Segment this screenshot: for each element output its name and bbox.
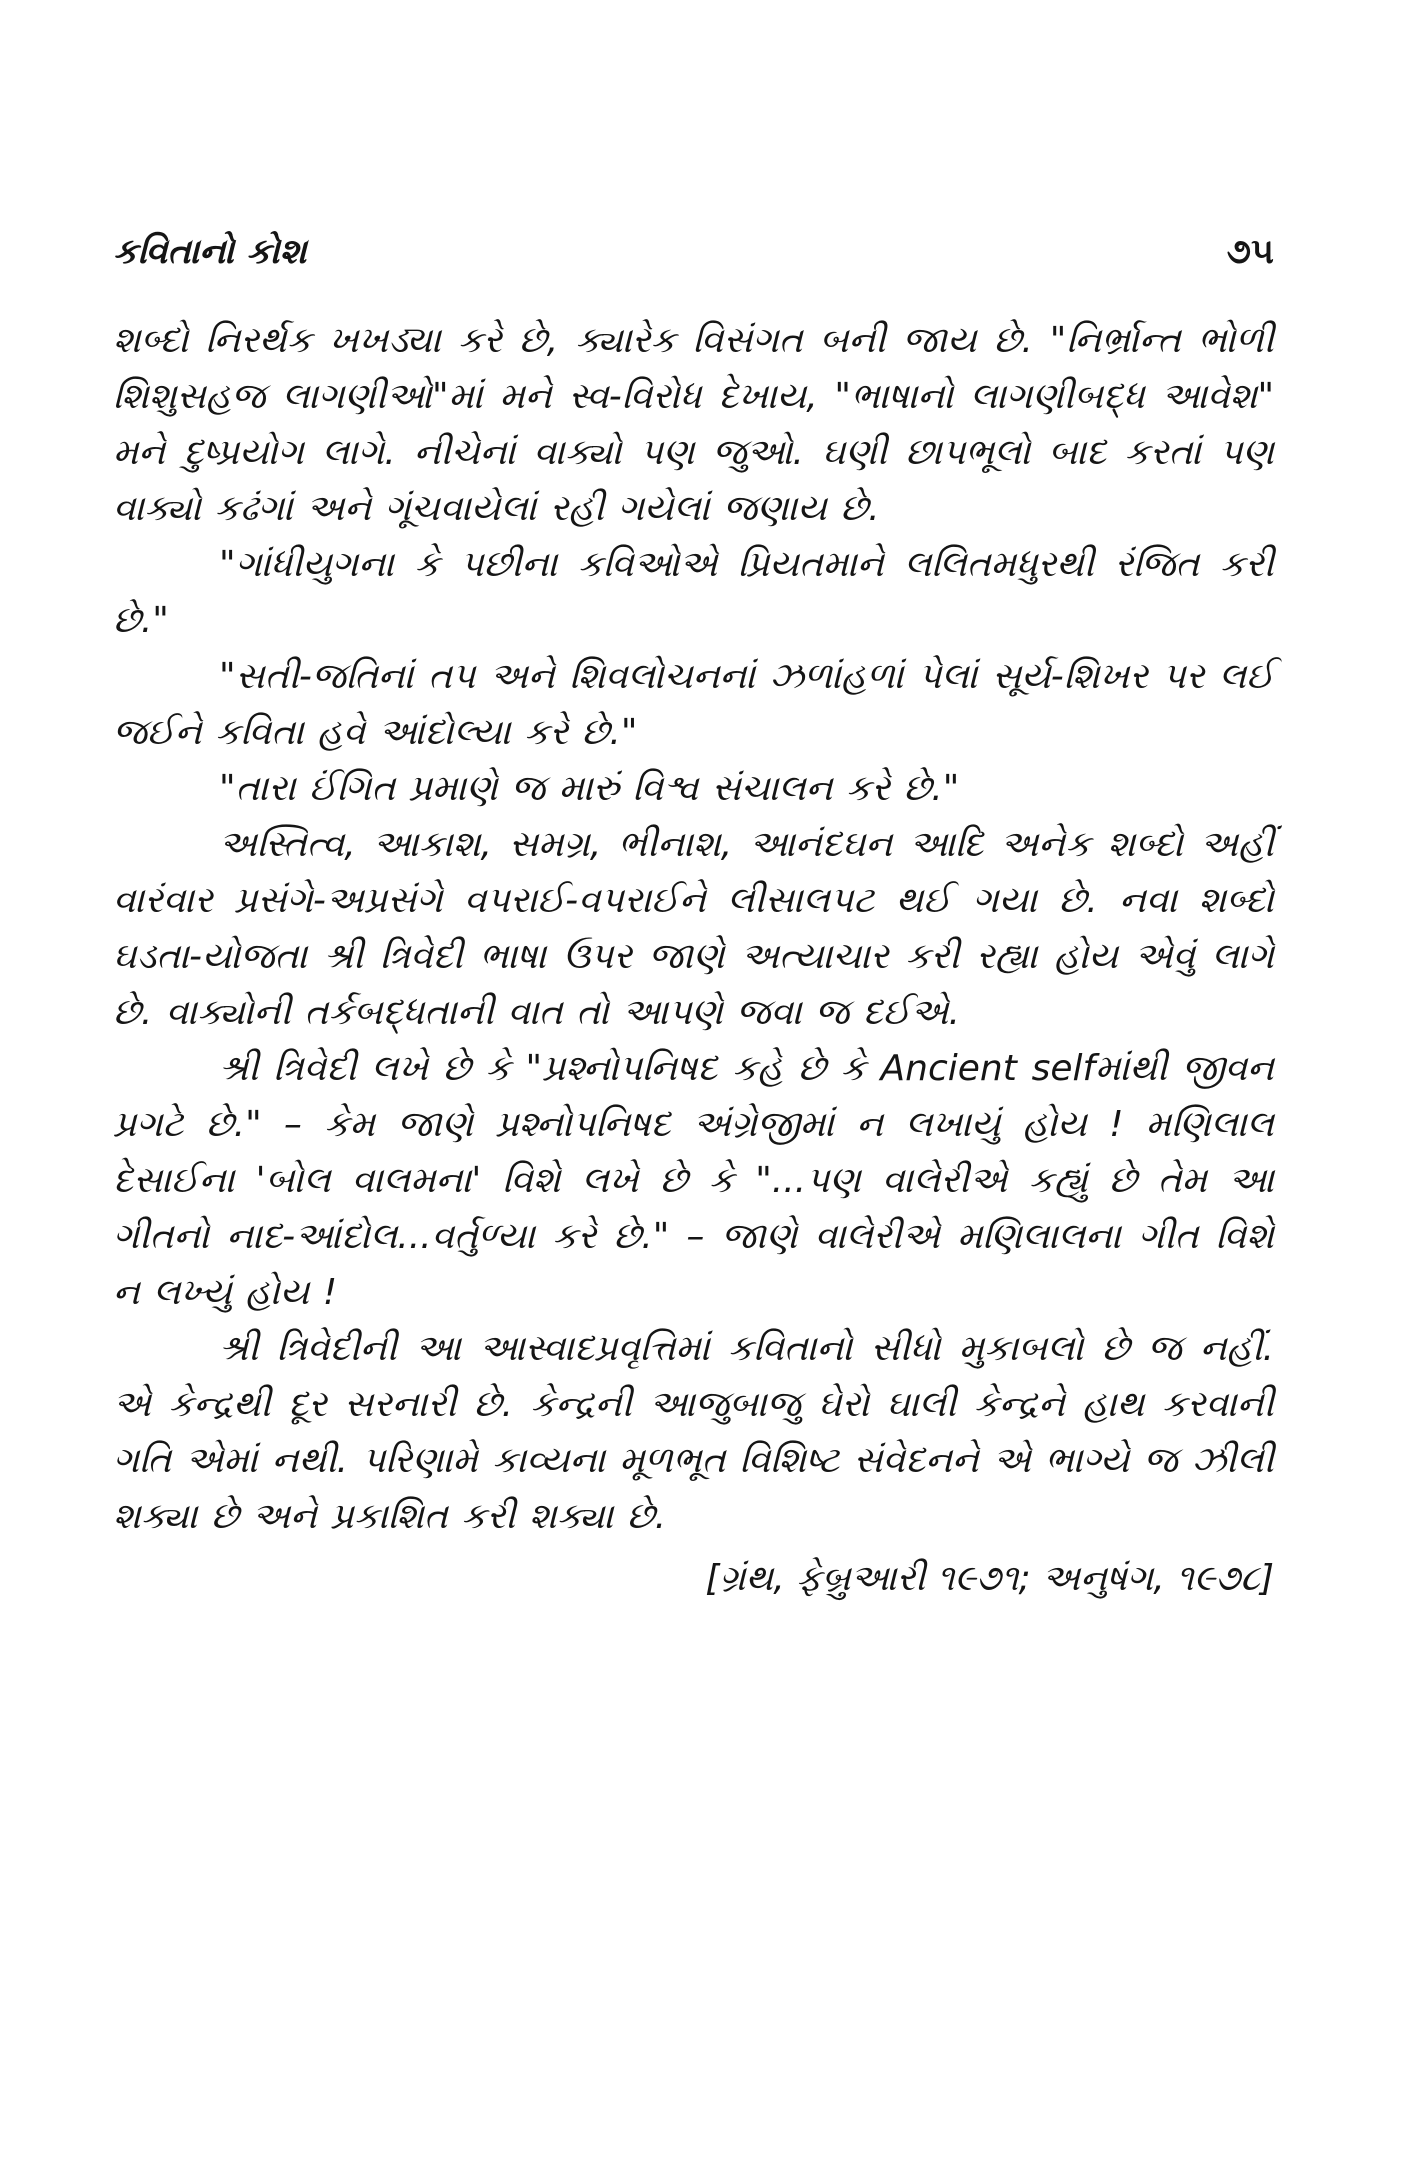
source-citation: [ગ્રંથ, ફેબ્રુઆરી ૧૯૭૧; અનુષંગ, ૧૯૭૮]: [705, 1558, 1274, 1599]
running-head: [113, 232, 1274, 272]
chapter-title: કવિતાનો કોશ: [113, 232, 307, 272]
paragraph-1: શબ્દો નિરર્થક ખખડ્યા કરે છે, ક્યારેક વિસંગત બની જાય છે. "નિર્ભ્રાન્ત ભોળી શિશુસહજ લાગણીઓ"માં મને સ્વ-વિરોધ દેખાય, "ભાષાનો લાગણીબદ્ધ આવેશ" મને દુષ્પ્રયોગ લાગે. નીચેનાં વાક્યો પણ જુઓ. ઘણી છાપભૂલો બાદ કરતાં પણ વાક્યો કઢંગાં અને ગૂંચવાયેલાં રહી ગયેલાં જણાય છે.: [113, 320, 1274, 529]
quote-2: "સતી-જતિનાં તપ અને શિવલોચનનાં ઝળાંહળાં પેલાં સૂર્ય-શિખર પર લઈ જઈને કવિતા હવે આંદોલ્યા કરે છે.": [113, 656, 1274, 753]
paragraph-2: અસ્તિત્વ, આકાશ, સમગ્ર, ભીનાશ, આનંદઘન આદિ અનેક શબ્દો અહીં વારંવાર પ્રસંગે-અપ્રસંગે વપરાઈ-વપરાઈને લીસાલપટ થઈ ગયા છે. નવા શબ્દો ઘડતા-યોજતા શ્રી ત્રિવેદી ભાષા ઉપર જાણે અત્યાચાર કરી રહ્યા હોય એવું લાગે છે. વાક્યોની તર્કબદ્ધતાની વાત તો આપણે જવા જ દઈએ.: [113, 824, 1274, 1033]
quote-1: "ગાંધીયુગના કે પછીના કવિઓએ પ્રિયતમાને લલિતમધુરથી રંજિત કરી છે.": [113, 544, 1274, 641]
paragraph-4: શ્રી ત્રિવેદીની આ આસ્વાદપ્રવૃત્તિમાં કવિતાનો સીધો મુકાબલો છે જ નહીં. એ કેન્દ્રથી દૂર સરનારી છે. કેન્દ્રની આજુબાજુ ઘેરો ઘાલી કેન્દ્રને હાથ કરવાની ગતિ એમાં નથી. પરિણામે કાવ્યના મૂળભૂત વિશિષ્ટ સંવેદનને એ ભાગ્યે જ ઝીલી શક્યા છે અને પ્રકાશિત કરી શક્યા છે.: [113, 1328, 1274, 1537]
paragraph-3: શ્રી ત્રિવેદી લખે છે કે "પ્રશ્નોપનિષદ કહે છે કે Ancient selfમાંથી જીવન પ્રગટે છે." – કેમ જાણે પ્રશ્નોપનિષદ અંગ્રેજીમાં ન લખાયું હોય ! મણિલાલ દેસાઈના 'બોલ વાલમના' વિશે લખે છે કે "...પણ વાલેરીએ કહ્યું છે તેમ આ ગીતનો નાદ-આંદોલ...વર્તુળ્યા કરે છે." – જાણે વાલેરીએ મણિલાલના ગીત વિશે ન લખ્યું હોય !: [113, 1048, 1274, 1313]
quote-3: "તારા ઈંગિત પ્રમાણે જ મારું વિશ્વ સંચાલન કરે છે.": [219, 768, 960, 809]
body-text: [113, 313, 1274, 1607]
page-number: ૭૫: [1226, 232, 1274, 272]
